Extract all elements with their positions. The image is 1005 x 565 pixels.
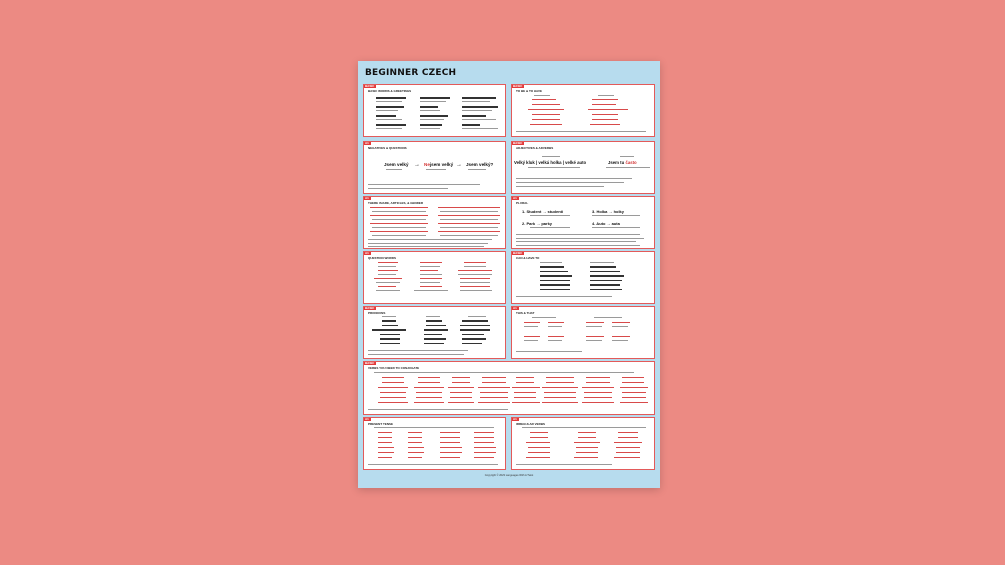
- section-adjectives: [511, 141, 655, 194]
- level-tag: BASIC: [365, 306, 375, 310]
- section-present-tense: [363, 417, 506, 470]
- copyright-notice: Copyright © 2023 Languages With A Twist: [484, 474, 534, 477]
- adverb-example: Jsem tu často: [608, 160, 637, 165]
- level-tag: BASIC: [513, 84, 523, 88]
- level-tag: BASIC: [365, 84, 375, 88]
- sheet-title: BEGINNER CZECH: [365, 68, 457, 78]
- level-tag: A1: [365, 251, 369, 255]
- affirmative-example: Jsem velký: [384, 162, 409, 167]
- level-tag: A1: [513, 196, 517, 200]
- section-heading: PRESENT TENSE: [368, 422, 394, 426]
- section-this-that: [511, 306, 655, 359]
- question-example: Jsem velký?: [466, 162, 494, 167]
- section-can-have: [511, 251, 655, 304]
- level-tag: A1: [513, 417, 517, 421]
- level-tag: A1: [365, 141, 369, 145]
- plural-rule-3: 3. Holka → holky: [592, 209, 625, 214]
- level-tag: A1: [365, 196, 369, 200]
- section-basic-words: [363, 84, 506, 137]
- cheat-sheet: [358, 61, 660, 488]
- section-heading: VERBS YOU NEED TO CONJUGATE: [368, 366, 420, 370]
- section-heading: THERE IS/ARE, ARTICLES, & GENDER: [368, 201, 424, 205]
- level-tag: A1: [365, 417, 369, 421]
- level-tag: BASIC: [513, 251, 523, 255]
- section-articles: [363, 196, 506, 249]
- section-heading: PRONOUNS: [368, 311, 386, 315]
- section-heading: PLURAL: [516, 201, 529, 205]
- level-tag: BASIC: [365, 361, 375, 365]
- section-heading: ADJECTIVES & ADVERBS: [516, 146, 554, 150]
- section-heading: QUESTION WORDS: [368, 256, 397, 260]
- section-heading: CAN & HAVE TO: [516, 256, 540, 260]
- plural-rule-4: 4. Auto → auta: [592, 221, 620, 226]
- section-heading: THIS & THAT: [516, 311, 535, 315]
- section-heading: BASIC WORDS & GREETINGS: [368, 89, 412, 93]
- plural-rule-1: 1. Student → studenti: [522, 209, 564, 214]
- section-plural: [511, 196, 655, 249]
- arrow-icon: →: [456, 162, 462, 168]
- section-verbs: [363, 361, 655, 415]
- level-tag: A1: [513, 306, 517, 310]
- section-heading: NEGATIVES & QUESTIONS: [368, 146, 407, 150]
- adjective-example: Velký kluk | velká holka | velké auto: [514, 160, 587, 165]
- arrow-icon: →: [414, 162, 420, 168]
- section-negatives: [363, 141, 506, 194]
- plural-rule-2: 2. Park → parky: [522, 221, 553, 226]
- negative-example: Nejsem velký: [424, 162, 454, 167]
- section-heading: TO BE & TO HAVE: [516, 89, 543, 93]
- section-irregular-verbs: [511, 417, 655, 470]
- section-pronouns: [363, 306, 506, 359]
- section-heading: IRREGULAR VERBS: [516, 422, 546, 426]
- level-tag: BASIC: [513, 141, 523, 145]
- section-to-be: [511, 84, 655, 137]
- section-question-words: [363, 251, 506, 304]
